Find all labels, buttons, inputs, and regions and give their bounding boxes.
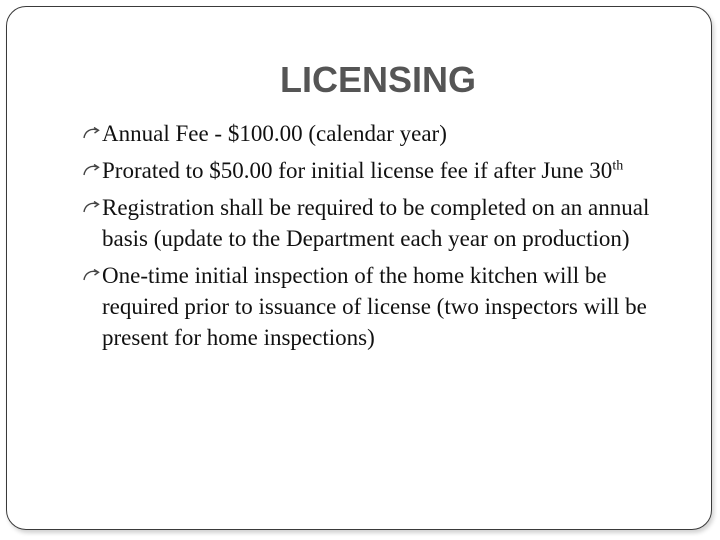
curved-arrow-bullet-icon <box>82 200 101 215</box>
bullet-text: Prorated to $50.00 for initial license fee if after June 30 <box>102 158 613 183</box>
slide-title: LICENSING <box>279 59 476 100</box>
ordinal-superscript: th <box>612 158 624 174</box>
bullet-item-prorated <box>82 155 682 186</box>
bullet-text: Registration shall be required to be completed on an annual basis (update to the Department each year on production) <box>102 195 650 251</box>
bullet-text: Annual Fee - $100.00 (calendar year) <box>102 121 447 146</box>
bullet-item-registration <box>82 192 682 254</box>
curved-arrow-bullet-icon <box>82 268 101 283</box>
bullet-list <box>82 118 682 359</box>
bullet-text: One-time initial inspection of the home kitchen will be required prior to issuance of license (two inspectors will be present for home inspections) <box>102 263 647 350</box>
bullet-item-inspection <box>82 260 682 353</box>
curved-arrow-bullet-icon <box>82 163 101 178</box>
curved-arrow-bullet-icon <box>82 126 101 141</box>
bullet-item-annual-fee <box>82 118 682 149</box>
